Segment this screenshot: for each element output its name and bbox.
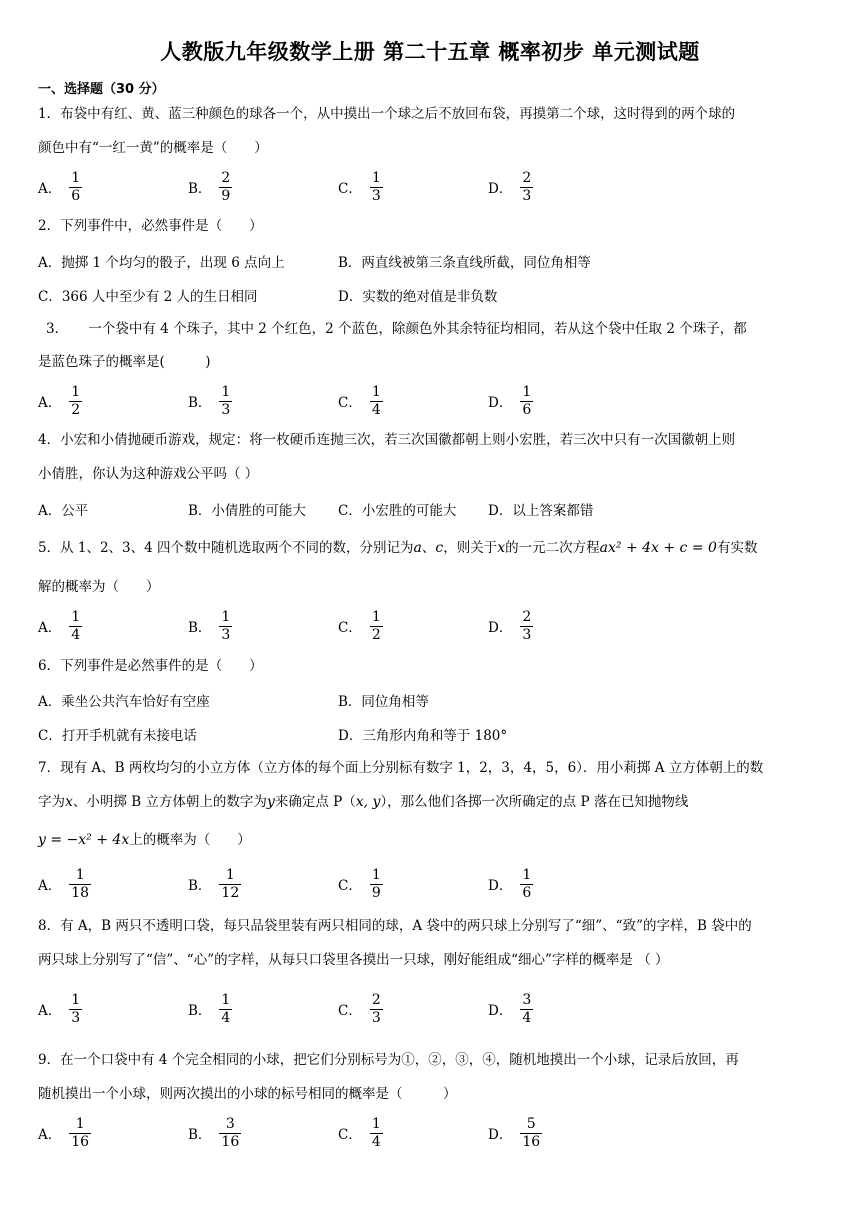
fraction [69,867,91,902]
q8-option-d[interactable] [488,987,533,1031]
numerator: 2 [221,169,231,186]
q9-options [38,1111,828,1155]
q7-option-c[interactable] [338,862,383,906]
q4-option-a[interactable]: A．公平 [38,503,89,519]
q2-option-c[interactable]: C．366 人中至少有 2 人的生日相同 [38,289,258,305]
q1-line1: 1．布袋中有红、黄、蓝三种颜色的球各一个，从中摸出一个球之后不放回布袋，再摸第二个球，这时得到的两个球的 [38,106,736,122]
q5-var-c: c [435,540,444,556]
denominator: 2 [71,401,81,418]
denominator: 3 [71,1009,81,1026]
q5-var-a: a [413,540,422,556]
fraction [370,170,383,205]
q8-option-c[interactable] [338,987,383,1031]
q1-option-c[interactable] [338,165,383,209]
q1-option-a[interactable] [38,165,82,209]
q5-sep: 、 [421,540,436,556]
q4-option-c[interactable]: C．小宏胜的可能大 [338,503,457,519]
option-label: C． [338,878,362,894]
q5-option-b[interactable] [188,604,232,648]
numerator: 2 [371,991,381,1008]
option-label: C． [338,395,362,411]
q9-option-a[interactable] [38,1111,91,1155]
numerator: 1 [71,169,81,186]
q5-text-post: 有实数 [716,540,758,556]
q6-option-c[interactable]: C．打开手机就有未接电话 [38,728,197,744]
numerator: 1 [71,991,81,1008]
numerator: 2 [522,169,532,186]
option-label: B． [188,395,212,411]
q4-option-d[interactable]: D．以上答案都错 [488,503,594,519]
denominator: 18 [71,884,90,901]
q8-option-b[interactable] [188,987,232,1031]
option-label: C． [338,1003,362,1019]
option-label: B． [188,181,212,197]
q1-line2: 颜色中有“一红一黄”的概率是（ ） [38,140,268,156]
numerator: 2 [522,608,532,625]
q9-option-c[interactable] [338,1111,383,1155]
q3-line1: 3． 一个袋中有 4 个珠子，其中 2 个红色，2 个蓝色，除颜色外其余特征均相同，若从这个袋中任取 2 个珠子，都 [46,321,747,337]
q4-option-b[interactable]: B．小倩胜的可能大 [188,503,306,519]
q7-point: x, y [355,794,381,810]
q3-option-d[interactable] [488,379,533,423]
option-label: D． [488,395,513,411]
numerator: 1 [221,608,231,625]
q7-line2 [38,792,828,812]
fraction [219,992,232,1027]
denominator: 4 [371,401,381,418]
q7-option-d[interactable] [488,862,533,906]
q9-option-b[interactable] [188,1111,241,1155]
numerator: 1 [371,1115,381,1132]
section-heading: 一、选择题（30 分） [38,82,165,97]
denominator: 4 [221,1009,231,1026]
denominator: 3 [522,626,532,643]
fraction [219,384,232,419]
fraction [69,609,82,644]
q8-option-a[interactable] [38,987,82,1031]
fraction [370,609,383,644]
numerator: 1 [221,383,231,400]
option-label: D． [488,878,513,894]
q1-option-d[interactable] [488,165,533,209]
denominator: 9 [371,884,381,901]
fraction [520,609,533,644]
fraction [69,1116,91,1151]
option-label: A． [38,181,62,197]
q1-option-b[interactable] [188,165,232,209]
q3-options [38,379,828,423]
q5-line1 [38,538,828,558]
q9-line1: 9．在一个口袋中有 4 个完全相同的小球，把它们分别标号为①，②，③，④，随机地摸出一个小球，记录后放回，再 [38,1052,739,1068]
denominator: 3 [371,1009,381,1026]
option-label: D． [488,620,513,636]
q5-option-a[interactable] [38,604,82,648]
fraction [69,992,82,1027]
q6-option-d[interactable]: D．三角形内角和等于 180° [338,728,508,744]
denominator: 3 [371,187,381,204]
page-title: 人教版九年级数学上册 第二十五章 概率初步 单元测试题 [160,40,700,64]
option-label: B． [188,1003,212,1019]
q2-option-d[interactable]: D．实数的绝对值是非负数 [338,289,498,305]
numerator: 1 [221,991,231,1008]
q8-line1: 8．有 A，B 两只不透明口袋，每只品袋里装有两只相同的球，A 袋中的两只球上分别写了“细”、“致”的字样，B 袋中的 [38,918,752,934]
denominator: 16 [221,1133,240,1150]
numerator: 1 [522,383,532,400]
denominator: 3 [221,401,231,418]
fraction [219,609,232,644]
q5-text-mid: ，则关于 [443,540,498,556]
q5-var-x: x [497,540,506,556]
numerator: 1 [75,866,85,883]
option-label: A． [38,1127,62,1143]
fraction [219,1116,241,1151]
option-label: B． [188,1127,212,1143]
fraction [520,384,533,419]
numerator: 3 [522,991,532,1008]
denominator: 3 [221,626,231,643]
denominator: 4 [71,626,81,643]
q5-text-pre: 5．从 1、2、3、4 四个数中随机选取两个不同的数，分别记为 [38,540,414,556]
q5-option-c[interactable] [338,604,383,648]
q3-line2: 是蓝色珠子的概率是( ) [38,354,211,370]
q6-line1: 6．下列事件是必然事件的是（ ） [38,658,263,674]
q7-var-y: y [266,794,275,810]
denominator: 6 [522,401,532,418]
fraction [520,867,533,902]
option-label: A． [38,1003,62,1019]
q7-option-a[interactable] [38,862,91,906]
numerator: 1 [371,866,381,883]
numerator: 1 [522,866,532,883]
fraction [219,867,241,902]
denominator: 12 [221,884,240,901]
option-label: A． [38,878,62,894]
denominator: 16 [522,1133,541,1150]
q7-text-line3: 上的概率为（ ） [129,832,251,848]
q1-options [38,165,828,209]
option-label: D． [488,1127,513,1143]
q3-option-a[interactable] [38,379,82,423]
numerator: 5 [526,1115,536,1132]
fraction [370,1116,383,1151]
numerator: 1 [371,383,381,400]
denominator: 4 [371,1133,381,1150]
denominator: 6 [522,884,532,901]
q2-line1: 2．下列事件中，必然事件是（ ） [38,218,263,234]
fraction [219,170,232,205]
q7-option-b[interactable] [188,862,241,906]
q4-line1: 4．小宏和小倩抛硬币游戏，规定：将一枚硬币连抛三次，若三次国徽都朝上则小宏胜，若三次中只有一次国徽朝上则 [38,432,736,448]
fraction [520,170,533,205]
numerator: 1 [75,1115,85,1132]
q7-line3 [38,830,828,850]
denominator: 3 [522,187,532,204]
q7-text-mid2: 来确定点 P（ [274,794,356,810]
q7-line1: 7．现有 A、B 两枚均匀的小立方体（立方体的每个面上分别标有数字 1，2，3，4，5，6）．用小莉掷 A 立方体朝上的数 [38,760,764,776]
numerator: 1 [71,608,81,625]
q6-option-b[interactable]: B．同位角相等 [338,694,429,710]
option-label: C． [338,181,362,197]
q7-var-x: x [65,794,73,810]
q5-line2: 解的概率为（ ） [38,579,160,595]
q5-equation: ax² + 4x + c = 0 [599,540,717,556]
option-label: A． [38,395,62,411]
numerator: 3 [225,1115,235,1132]
q7-equation: y = −x² + 4x [38,832,130,848]
fraction [520,992,533,1027]
q5-text-mid2: 的一元二次方程 [505,540,600,556]
q2-option-b[interactable]: B．两直线被第三条直线所截，同位角相等 [338,255,591,271]
q7-text-post: ），那么他们各掷一次所确定的点 P 落在已知抛物线 [380,794,689,810]
option-label: B． [188,620,212,636]
option-label: C． [338,620,362,636]
fraction [69,170,82,205]
q7-text-mid: 、小明掷 B 立方体朝上的数字为 [72,794,267,810]
denominator: 6 [71,187,81,204]
q8-options [38,987,828,1031]
fraction [370,992,383,1027]
denominator: 16 [71,1133,90,1150]
numerator: 1 [71,383,81,400]
q6-option-a[interactable]: A．乘坐公共汽车恰好有空座 [38,694,210,710]
q7-options [38,862,828,906]
q3-option-c[interactable] [338,379,383,423]
denominator: 9 [221,187,231,204]
q7-text-pre: 字为 [38,794,65,810]
q9-line2: 随机摸出一个小球，则两次摸出的小球的标号相同的概率是（ ） [38,1086,457,1102]
q4-line2: 小倩胜，你认为这种游戏公平吗（ ） [38,466,259,482]
option-label: D． [488,181,513,197]
q5-options [38,604,828,648]
q8-line2: 两只球上分别写了“信”、“心”的字样，从每只口袋里各摸出一只球，刚好能组成“细心”字样的概率是 （ ） [38,952,669,968]
option-label: C． [338,1127,362,1143]
q3-option-b[interactable] [188,379,232,423]
q2-option-a[interactable]: A．抛掷 1 个均匀的骰子，出现 6 点向上 [38,255,285,271]
q5-option-d[interactable] [488,604,533,648]
q9-option-d[interactable] [488,1111,542,1155]
denominator: 2 [371,626,381,643]
option-label: A． [38,620,62,636]
fraction [69,384,82,419]
fraction [370,384,383,419]
numerator: 1 [371,608,381,625]
fraction [520,1116,542,1151]
numerator: 1 [371,169,381,186]
option-label: D． [488,1003,513,1019]
fraction [370,867,383,902]
denominator: 4 [522,1009,532,1026]
option-label: B． [188,878,212,894]
numerator: 1 [225,866,235,883]
